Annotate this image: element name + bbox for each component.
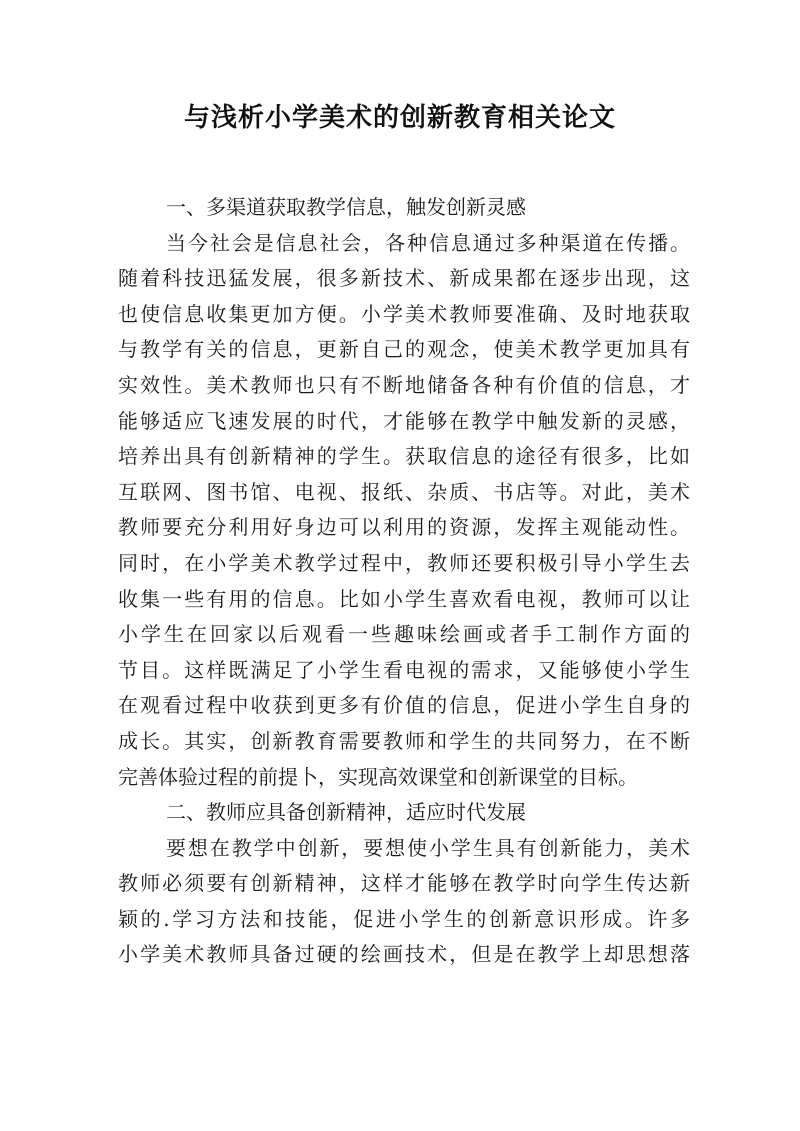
body-line: 成长。其实，创新教育需要教师和学生的共同努力，在不断	[118, 728, 690, 753]
body-line: 收集一些有用的信息。比如小学生喜欢看电视，教师可以让	[118, 586, 690, 611]
body-line: 二、教师应具备创新精神，适应时代发展	[166, 800, 526, 825]
body-line: 当今社会是信息社会，各种信息通过多种渠道在传播。	[166, 230, 690, 255]
body-line: 与教学有关的信息，更新自己的观念，使美术教学更加具有	[118, 337, 690, 362]
body-line: 小学美术教师具备过硬的绘画技术，但是在教学上却思想落	[118, 942, 690, 967]
body-line: 培养出具有创新精神的学生。获取信息的途径有很多，比如	[118, 444, 690, 469]
body-line: 小学生在回家以后观看一些趣味绘画或者手工制作方面的	[118, 622, 690, 647]
body-line: 能够适应飞速发展的时代，才能够在教学中触发新的灵感，	[118, 408, 690, 433]
body-line: 颖的.学习方法和技能，促进小学生的创新意识形成。许多	[118, 906, 690, 931]
body-line: 要想在教学中创新，要想使小学生具有创新能力，美术	[166, 835, 690, 860]
body-line: 节目。这样既满足了小学生看电视的需求，又能够使小学生	[118, 657, 690, 682]
body-line: 同时，在小学美术教学过程中，教师还要积极引导小学生去	[118, 550, 690, 575]
body-line: 一、多渠道获取教学信息，触发创新灵感	[166, 195, 526, 219]
body-line: 互联网、图书馆、电视、报纸、杂质、书店等。对此，美术	[118, 479, 690, 504]
body-line: 随着科技迅猛发展，很多新技术、新成果都在逐步出现，这	[118, 266, 690, 291]
body-line: 完善体验过程的前提卜，实现高效课堂和创新课堂的目标。	[118, 764, 638, 789]
document-title: 与浅析小学美术的创新教育相关论文	[183, 103, 616, 133]
document-body	[118, 190, 690, 973]
body-line: 实效性。美术教师也只有不断地储备各种有价值的信息，才	[118, 372, 690, 397]
body-line: 教师必须要有创新精神，这样才能够在教学时向学生传达新	[118, 871, 690, 896]
body-line: 在观看过程中收获到更多有价值的信息，促进小学生自身的	[118, 693, 690, 718]
body-line: 教师要充分利用好身边可以利用的资源，发挥主观能动性。	[118, 515, 690, 540]
body-line: 也使信息收集更加方便。小学美术教师要准确、及时地获取	[118, 301, 690, 326]
